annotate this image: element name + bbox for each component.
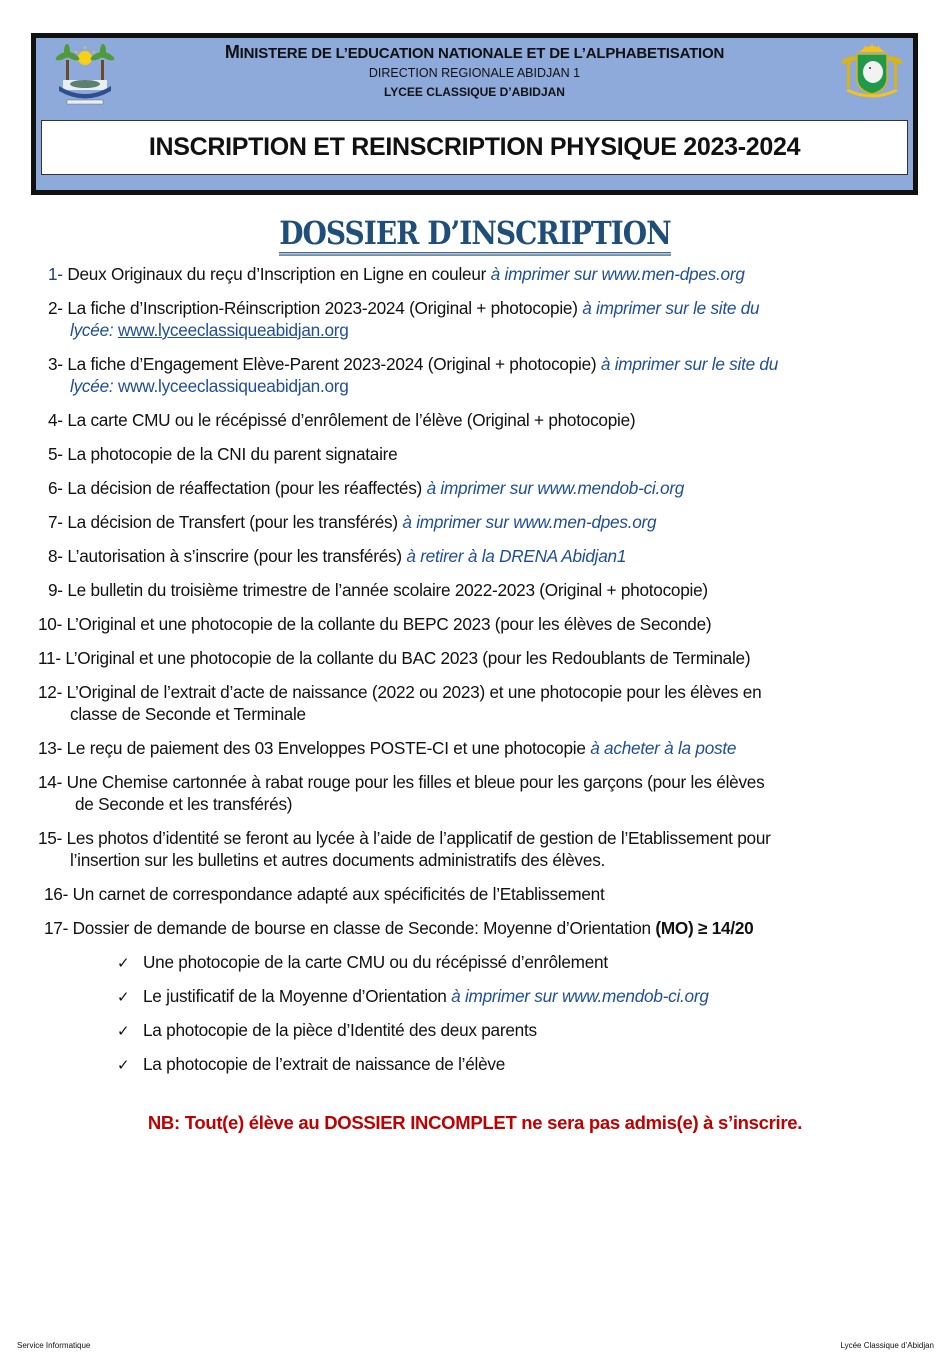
- item-number: 1-: [48, 264, 63, 284]
- item-number: 9-: [48, 580, 63, 600]
- document-header: [31, 33, 918, 195]
- item-number: 3-: [48, 354, 63, 374]
- item-text: La décision de réaffectation (pour les réaffectés): [62, 478, 427, 498]
- item-number: 5-: [48, 444, 63, 464]
- sub-item-note: à imprimer sur: [451, 986, 562, 1006]
- sub-item-text: La photocopie de la pièce d’Identité des deux parents: [143, 1020, 537, 1040]
- footer-left: Service Informatique: [17, 1341, 91, 1350]
- header-top-band: [36, 38, 913, 112]
- item-text: La fiche d’Engagement Elève-Parent 2023-2024 (Original + photocopie): [62, 354, 601, 374]
- item-number: 2-: [48, 298, 63, 318]
- list-item: [44, 917, 754, 939]
- item-text: L’Original de l’extrait d’acte de naissance (2022 ou 2023) et une photocopie pour les élèves en: [62, 682, 762, 702]
- item-link[interactable]: www.men-dpes.org: [513, 512, 657, 532]
- item-text: La carte CMU ou le récépissé d’enrôlement de l’élève (Original + photocopie): [62, 410, 636, 430]
- item-text: Un carnet de correspondance adapté aux spécificités de l’Etablissement: [68, 884, 605, 904]
- list-item: [48, 477, 684, 499]
- list-item: [48, 409, 635, 431]
- item-number: 10-: [38, 614, 63, 634]
- sub-list-item: [117, 951, 608, 975]
- sub-item-link[interactable]: www.mendob-ci.org: [561, 986, 709, 1006]
- checkmark-icon: ✓: [117, 1023, 130, 1040]
- regional-direction: DIRECTION REGIONALE ABIDJAN 1: [368, 66, 581, 80]
- item-link[interactable]: www.mendob-ci.org: [537, 478, 685, 498]
- item-note: à imprimer sur le site du: [600, 354, 779, 374]
- item-note: à imprimer sur le site du: [582, 298, 760, 318]
- item-note: à imprimer sur: [426, 478, 538, 498]
- title-box: [41, 120, 908, 175]
- item-note: lycée:: [70, 320, 118, 340]
- item-number: 17-: [44, 918, 69, 938]
- item-number: 14-: [38, 772, 63, 792]
- item-number: 7-: [48, 512, 63, 532]
- list-item: [48, 297, 759, 341]
- item-number: 13-: [38, 738, 63, 758]
- item-text: L’Original et une photocopie de la collante du BAC 2023 (pour les Redoublants de Terminale): [60, 648, 751, 668]
- item-continuation: classe de Seconde et Terminale: [70, 704, 306, 724]
- item-note: à retirer à la DRENA Abidjan1: [406, 546, 627, 566]
- checkmark-icon: ✓: [117, 955, 130, 972]
- list-item: [38, 681, 761, 725]
- item-number: 8-: [48, 546, 63, 566]
- checkmark-icon: ✓: [117, 989, 130, 1006]
- item-text: Les photos d’identité se feront au lycée à l’aide de l’applicatif de gestion de l’Etablissement pour: [62, 828, 771, 848]
- coat-of-arms-icon: [841, 42, 903, 102]
- list-item: [48, 353, 778, 397]
- list-item: [48, 579, 708, 601]
- ministry-initial: M: [224, 42, 240, 62]
- item-continuation: de Seconde et les transférés): [75, 794, 293, 814]
- list-item: [38, 827, 771, 871]
- ministry-name: [36, 42, 913, 64]
- item-text: Le reçu de paiement des 03 Enveloppes POSTE-CI et une photocopie: [62, 738, 591, 758]
- item-link[interactable]: www.lyceeclassiqueabidjan.org: [117, 320, 349, 340]
- item-text: Deux Originaux du reçu d’Inscription en Ligne en couleur: [62, 264, 491, 284]
- list-item: [44, 883, 604, 905]
- item-link[interactable]: www.lyceeclassiqueabidjan.org: [117, 376, 349, 396]
- school-name: LYCEE CLASSIQUE D’ABIDJAN: [384, 85, 565, 99]
- item-continuation: [48, 375, 778, 397]
- item-text: L’autorisation à s’inscrire (pour les transférés): [62, 546, 407, 566]
- sub-list-item: [117, 1019, 537, 1043]
- sub-item-text: Une photocopie de la carte CMU ou du récépissé d’enrôlement: [143, 952, 608, 972]
- footer-right: Lycée Classique d’Abidjan: [840, 1341, 934, 1350]
- list-item: [38, 647, 750, 669]
- item-text: La photocopie de la CNI du parent signataire: [62, 444, 398, 464]
- item-text: L’Original et une photocopie de la collante du BEPC 2023 (pour les élèves de Seconde): [62, 614, 712, 634]
- checkmark-icon: ✓: [117, 1057, 130, 1074]
- item-note: à imprimer sur: [490, 264, 602, 284]
- item-text: La fiche d’Inscription-Réinscription 2023-2024 (Original + photocopie): [62, 298, 583, 318]
- list-item: [38, 613, 711, 635]
- item-number: 6-: [48, 478, 63, 498]
- item-number: 15-: [38, 828, 63, 848]
- list-item: [48, 443, 397, 465]
- section-heading: [0, 214, 950, 253]
- sub-list-item: [117, 1053, 505, 1077]
- item-continuation: l’insertion sur les bulletins et autres documents administratifs des élèves.: [70, 850, 606, 870]
- item-note: à acheter à la poste: [590, 738, 737, 758]
- item-number: 12-: [38, 682, 63, 702]
- list-item: [48, 511, 656, 533]
- item-number: 11-: [38, 648, 61, 668]
- sub-item-text: Le justificatif de la Moyenne d’Orientation: [143, 986, 452, 1006]
- sub-list-item: [117, 985, 709, 1009]
- list-item: [38, 737, 736, 759]
- item-text: Dossier de demande de bourse en classe de Seconde: Moyenne d’Orientation: [68, 918, 656, 938]
- list-item: [48, 545, 626, 567]
- list-item: [38, 771, 764, 815]
- item-continuation: [48, 319, 759, 341]
- item-text: Une Chemise cartonnée à rabat rouge pour les filles et bleue pour les garçons (pour les élèves: [62, 772, 765, 792]
- sub-item-text: La photocopie de l’extrait de naissance de l’élève: [143, 1054, 506, 1074]
- list-item: [48, 263, 745, 285]
- item-number: 16-: [44, 884, 69, 904]
- ministry-rest: INISTERE DE L’EDUCATION NATIONALE ET DE L’ALPHABETISATION: [239, 45, 725, 62]
- item-text: La décision de Transfert (pour les transférés): [62, 512, 403, 532]
- item-note: lycée:: [70, 376, 118, 396]
- incomplete-file-warning: NB: Tout(e) élève au DOSSIER INCOMPLET ne sera pas admis(e) à s’inscrire.: [147, 1112, 803, 1133]
- dossier-heading: DOSSIER D’INSCRIPTION: [279, 215, 671, 255]
- page-title: INSCRIPTION ET REINSCRIPTION PHYSIQUE 2023-2024: [148, 133, 801, 161]
- item-link[interactable]: www.men-dpes.org: [601, 264, 745, 284]
- item-note: à imprimer sur: [402, 512, 514, 532]
- item-criterion: (MO) ≥ 14/20: [655, 918, 754, 938]
- header-titles: [36, 42, 913, 101]
- item-text: Le bulletin du troisième trimestre de l’année scolaire 2022-2023 (Original + photocopie): [62, 580, 708, 600]
- item-number: 4-: [48, 410, 63, 430]
